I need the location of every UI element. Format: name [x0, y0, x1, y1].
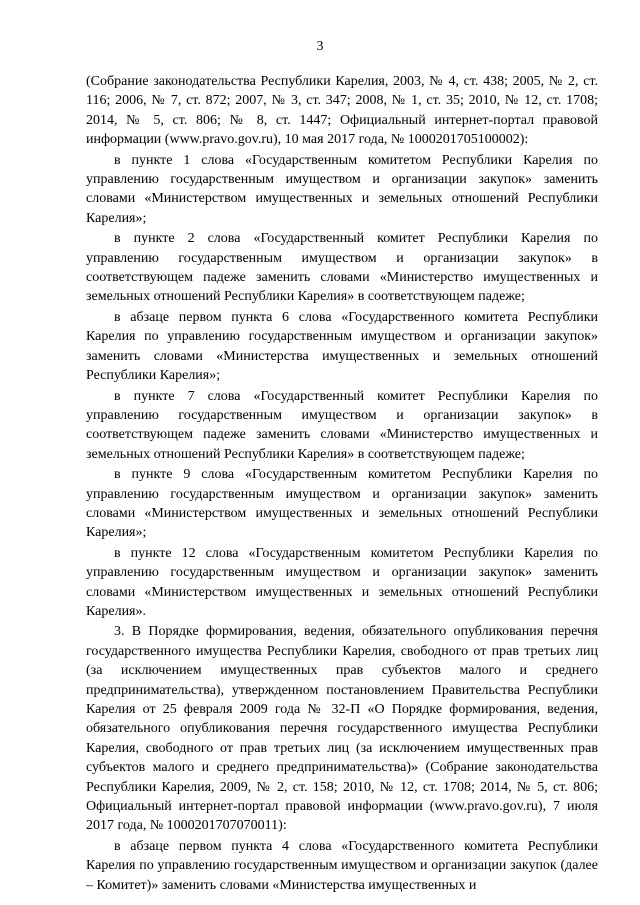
paragraph-section-3: 3. В Порядке формирования, ведения, обязательного опубликования перечня государственного имущества Республики Карелия, свободного от прав третьих лиц (за исключением имущественных прав субъектов малого и среднего предпринимательства), утвержденном постановлением Правительства Республики Карелия от 25 февраля 2009 года № 32-П «О Порядке формирования, ведения, обязательного опубликования перечня государственного имущества Республики Карелия, свободного от прав третьих лиц (за исключением имущественных прав субъектов малого и среднего предпринимательства)» (Собрание законодательства Республики Карелия, 2009, № 2, ст. 158; 2010, № 12, ст. 1708; 2014, № 5, ст. 806; Официальный интернет-портал правовой информации (www.pravo.gov.ru), 7 июля 2017 года, № 1000201707070011): — [86, 624, 598, 834]
paragraph-point-9: в пункте 9 слова «Государственным комитетом Республики Карелия по управлению государственным имуществом и организации закупок» заменить словами «Министерством имущественных и земельных отношений Республики Карелия»; — [86, 467, 598, 541]
paragraph-point-2: в пункте 2 слова «Государственный комитет Республики Карелия по управлению государственным имуществом и организации закупок» в соответствующем падеже заменить словами «Министерство имущественных и земельных отношений Республики Карелия» в соответствующем падеже; — [86, 231, 598, 305]
paragraph-point-6: в абзаце первом пункта 6 слова «Государственного комитета Республики Карелия по управлению государственным имуществом и организации закупок» заменить словами «Министерства имущественных и земельных отношений Республики Карелия»; — [86, 309, 598, 384]
paragraph-point-7: в пункте 7 слова «Государственный комитет Республики Карелия по управлению государственным имуществом и организации закупок» в соответствующем падеже заменить словами «Министерство имущественных и земельных отношений Республики Карелия» в соответствующем падеже; — [86, 388, 598, 462]
paragraph-intro-citation: (Собрание законодательства Республики Карелия, 2003, № 4, ст. 438; 2005, № 2, ст. 116; 2006, № 7, ст. 872; 2007, № 3, ст. 347; 2008, № 1, ст. 35; 2010, № 12, ст. 1708; 2014, № 5, ст. 806; № 8, ст. 1447; Официальный интернет-портал правовой информации (www.pravo.gov.ru), 10 мая 2017 года, № 1000201705100002): — [86, 74, 598, 148]
paragraph-point-12: в пункте 12 слова «Государственным комитетом Республики Карелия по управлению государственным имуществом и организации закупок» заменить словами «Министерством имущественных и земельных отношений Республики Карелия». — [86, 545, 598, 619]
page-number: 3 — [316, 39, 324, 54]
paragraph-point-4: в абзаце первом пункта 4 слова «Государственного комитета Республики Карелия по управлению государственным имуществом и организации закупок (далее – Комитет)» заменить словами «Министерства имущественных и — [86, 838, 598, 893]
document-body — [86, 72, 598, 895]
paragraph-point-1: в пункте 1 слова «Государственным комитетом Республики Карелия по управлению государственным имуществом и организации закупок» заменить словами «Министерством имущественных и земельных отношений Республики Карелия»; — [86, 152, 598, 226]
